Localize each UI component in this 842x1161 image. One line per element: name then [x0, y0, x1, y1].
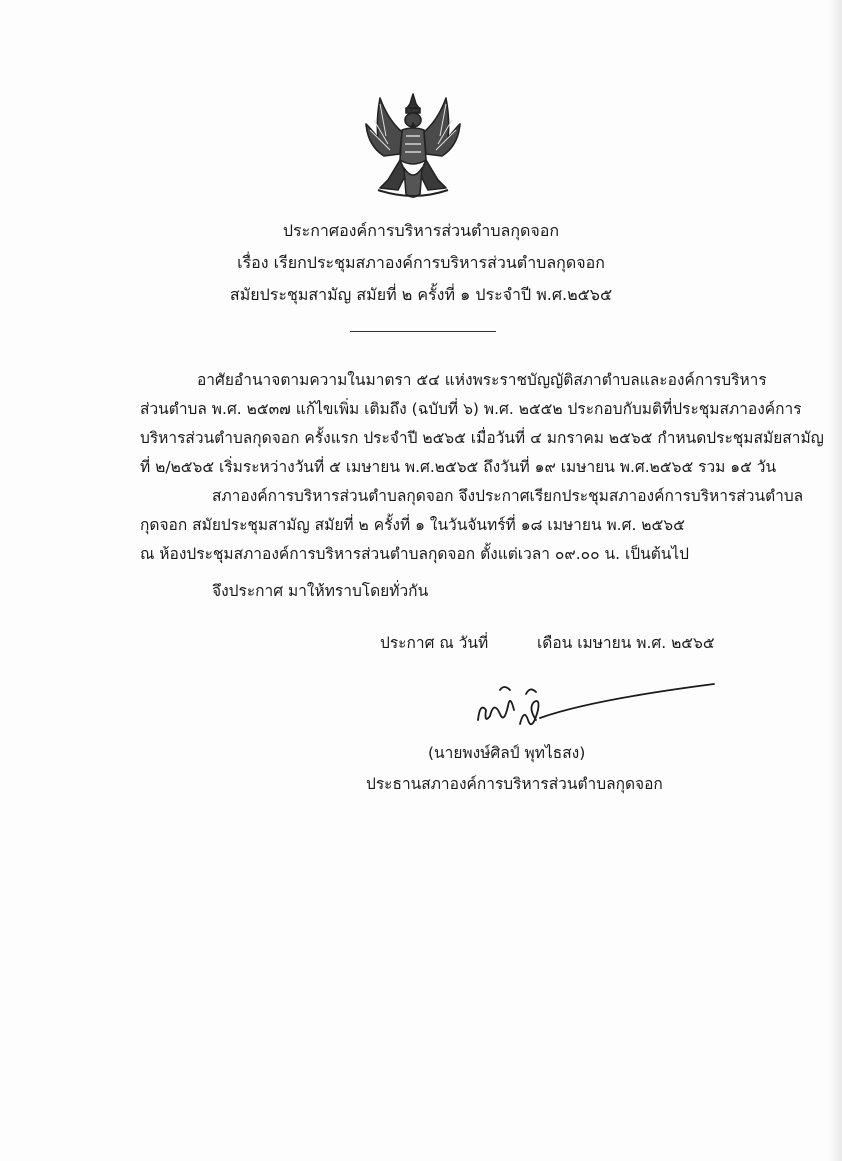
body-paragraph-1-line-2: ส่วนตำบล พ.ศ. ๒๕๓๗ แก้ไขเพิ่ม เติมถึง (ฉบับที่ ๖) พ.ศ. ๒๕๕๒ ประกอบกับมติที่ประชุมสภาองค์การ [140, 400, 802, 418]
body-paragraph-2-line-2: กุดจอก สมัยประชุมสามัญ สมัยที่ ๒ ครั้งที่ ๑ ในวันจันทร์ที่ ๑๘ เมษายน พ.ศ. ๒๕๖๕ [140, 516, 685, 534]
body-paragraph-2-line-3: ณ ห้องประชุมสภาองค์การบริหารส่วนตำบลกุดจอก ตั้งแต่เวลา ๐๙.๐๐ น. เป็นต้นไป [140, 545, 689, 563]
garuda-emblem-icon [358, 90, 468, 202]
announcement-subject: เรื่อง เรียกประชุมสภาองค์การบริหารส่วนตำบลกุดจอก [237, 253, 605, 272]
page-edge-shadow [828, 0, 842, 1161]
body-paragraph-1-line-1: อาศัยอำนาจตามความในมาตรา ๕๔ แห่งพระราชบัญญัติสภาตำบลและองค์การบริหาร [197, 371, 767, 389]
closing-statement: จึงประกาศ มาให้ทราบโดยทั่วกัน [212, 582, 429, 600]
handwritten-signature [470, 680, 720, 742]
announcement-date-prefix: ประกาศ ณ วันที่ [380, 634, 489, 652]
announcement-month-year: เดือน เมษายน พ.ศ. ๒๕๖๕ [537, 634, 715, 652]
signatory-position: ประธานสภาองค์การบริหารส่วนตำบลกุดจอก [366, 775, 663, 793]
announcement-title: ประกาศองค์การบริหารส่วนตำบลกุดจอก [282, 221, 560, 240]
announcement-session: สมัยประชุมสามัญ สมัยที่ ๒ ครั้งที่ ๑ ประจำปี พ.ศ.๒๕๖๕ [229, 285, 613, 304]
body-paragraph-1-line-3: บริหารส่วนตำบลกุดจอก ครั้งแรก ประจำปี ๒๕๖๕ เมื่อวันที่ ๔ มกราคม ๒๕๖๕ กำหนดประชุมสมัยสามัญ [140, 429, 824, 447]
body-paragraph-2-line-1: สภาองค์การบริหารส่วนตำบลกุดจอก จึงประกาศเรียกประชุมสภาองค์การบริหารส่วนตำบล [212, 487, 804, 505]
header-divider [350, 331, 496, 332]
body-paragraph-1-line-4: ที่ ๒/๒๕๖๕ เริ่มระหว่างวันที่ ๕ เมษายน พ.ศ.๒๕๖๕ ถึงวันที่ ๑๙ เมษายน พ.ศ.๒๕๖๕ รวม ๑๕ วัน [140, 458, 777, 476]
signatory-name: (นายพงษ์ศิลป์ พุทไธสง) [428, 744, 586, 762]
